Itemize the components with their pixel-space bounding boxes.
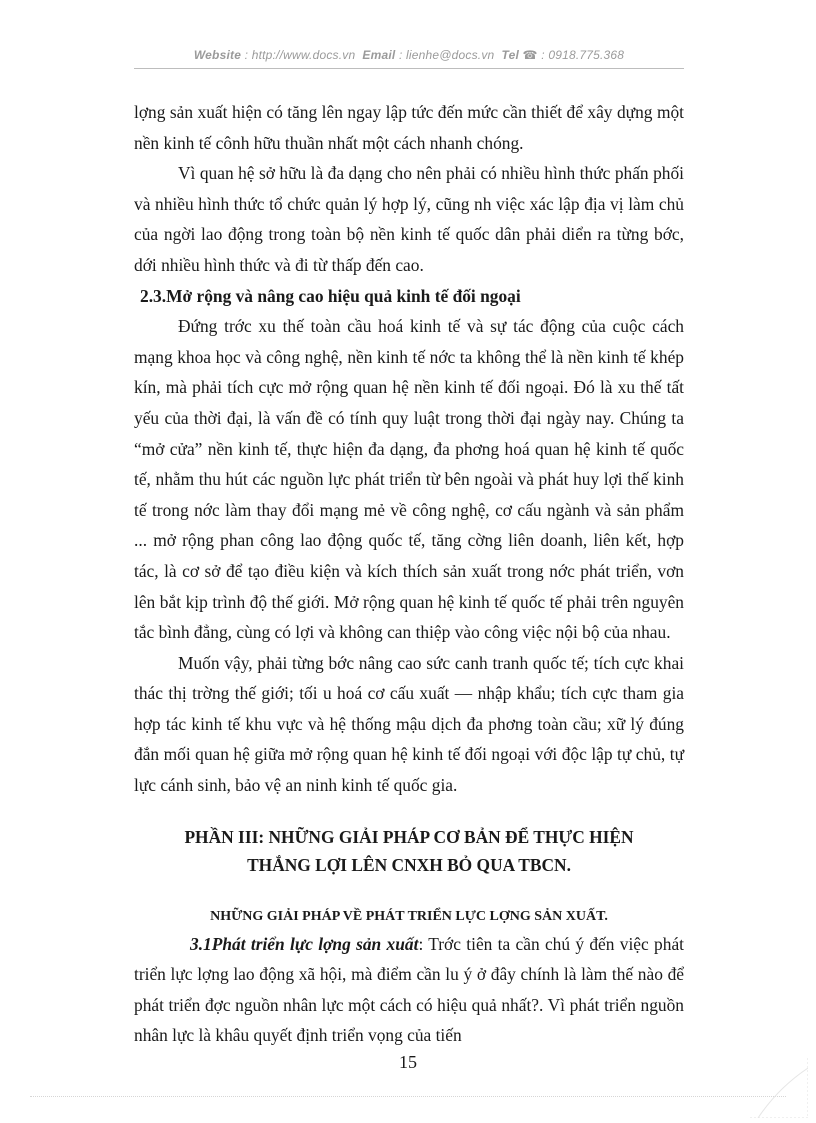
paragraph-3-1 xyxy=(134,929,684,1051)
part-3-heading xyxy=(134,823,684,879)
email-label: Email xyxy=(362,48,396,62)
page-curl-decoration xyxy=(748,1058,808,1118)
section-3-1-lead: 3.1Phát triển lực lợng sản xuất xyxy=(190,933,419,954)
paragraph-ownership: Vì quan hệ sở hữu là đa dạng cho nên phải có nhiều hình thức phấn phối và nhiều hình thức tổ chức quản lý hợp lý, cũng nh việc xác lập địa vị làm chủ của ngời lao động trong toàn bộ nền kinh tế quốc dân phải diển ra từng bớc, dới nhiều hình thức và đi từ thấp đến cao. xyxy=(134,163,684,275)
phone-icon: ☎ xyxy=(522,48,538,62)
part-3-title-line-1: PHẦN III: NHỮNG GIẢI PHÁP CƠ BẢN ĐỂ THỰC HIỆN xyxy=(184,826,634,847)
website-value: : http://www.docs.vn xyxy=(244,48,356,62)
page-edge-border xyxy=(30,1096,786,1097)
part-3-title-line-2: THẮNG LỢI LÊN CNXH BỎ QUA TBCN. xyxy=(247,854,571,875)
section-2-3-heading: 2.3.Mở rộng và nâng cao hiệu quả kinh tế đối ngoại xyxy=(140,285,521,306)
subsection-heading: NHỮNG GIẢI PHÁP VỀ PHÁT TRIỂN LỰC LỢNG SẢN XUẤT. xyxy=(210,908,608,924)
website-label: Website xyxy=(193,48,242,62)
page-header xyxy=(134,48,684,62)
paragraph-competition: Muốn vậy, phải từng bớc nâng cao sức canh tranh quốc tế; tích cực khai thác thị trờng thế giới; tối u hoá cơ cấu xuất — nhập khẩu; tích cực tham gia hợp tác kinh tế khu vực và hệ thống mậu dịch đa phơng toàn cầu; xữ lý đúng đắn mối quan hệ giữa mở rộng quan hệ kinh tế đối ngoại với độc lập tự chủ, tự lực cánh sinh, bảo vệ an ninh kinh tế quốc gia. xyxy=(134,652,684,796)
email-value: : lienhe@docs.vn xyxy=(398,48,495,62)
paragraph-globalization: Đứng trớc xu thế toàn cầu hoá kinh tế và sự tác động của cuộc cách mạng khoa học và công nghệ, nền kinh tế nớc ta không thể là nền kinh tế khép kín, mà phải tích cực mở rộng quan hệ nền kinh tế đối ngoại. Đó là xu thế tất yếu của thời đại, là vấn đề có tính quy luật trong thời đại ngày nay. Chúng ta “mở cửa” nền kinh tế, thực hiện đa dạng, đa phơng hoá quan hệ kinh tế quốc tế, nhằm thu hút các nguồn lực phát triển từ bên ngoài và phát huy lợi thế kinh tế trong nớc làm thay đổi mạng mẻ về công nghệ, cơ cấu ngành và sản phẩm ... mở rộng phan công lao động quốc tế, tăng cờng liên doanh, liên kết, hợp tác, là cơ sở để tạo điều kiện và kích thích sản xuất trong nớc phát triển, vơn lên bắt kịp trình độ thế giới. Mở rộng quan hệ kinh tế quốc tế phải trên nguyên tắc bình đẳng, cùng có lợi và không can thiệp vào công việc nội bộ của nhau. xyxy=(134,316,684,643)
page-body xyxy=(134,97,684,1051)
section-3-1-body: : Trớc tiên ta cần chú ý đến việc phát triển lực lợng lao động xã hội, mà điểm cần lu ý ở đây chính là làm thế nào để phát triển đợc nguồn nhân lực một cách có hiệu quả nhất?. Vì phát triển nguồn nhân lực là khâu quyết định triển vọng của tiến xyxy=(134,933,684,1046)
paragraph-continuation: lợng sản xuất hiện có tăng lên ngay lập tức đến mức cần thiết để xây dựng một nền kinh tế cônh hữu thuần nhất một cách nhanh chóng. xyxy=(134,102,684,153)
tel-value: : 0918.775.368 xyxy=(541,48,625,62)
header-rule xyxy=(134,68,684,69)
page-number: 15 xyxy=(399,1052,417,1072)
tel-label: Tel xyxy=(501,48,519,62)
